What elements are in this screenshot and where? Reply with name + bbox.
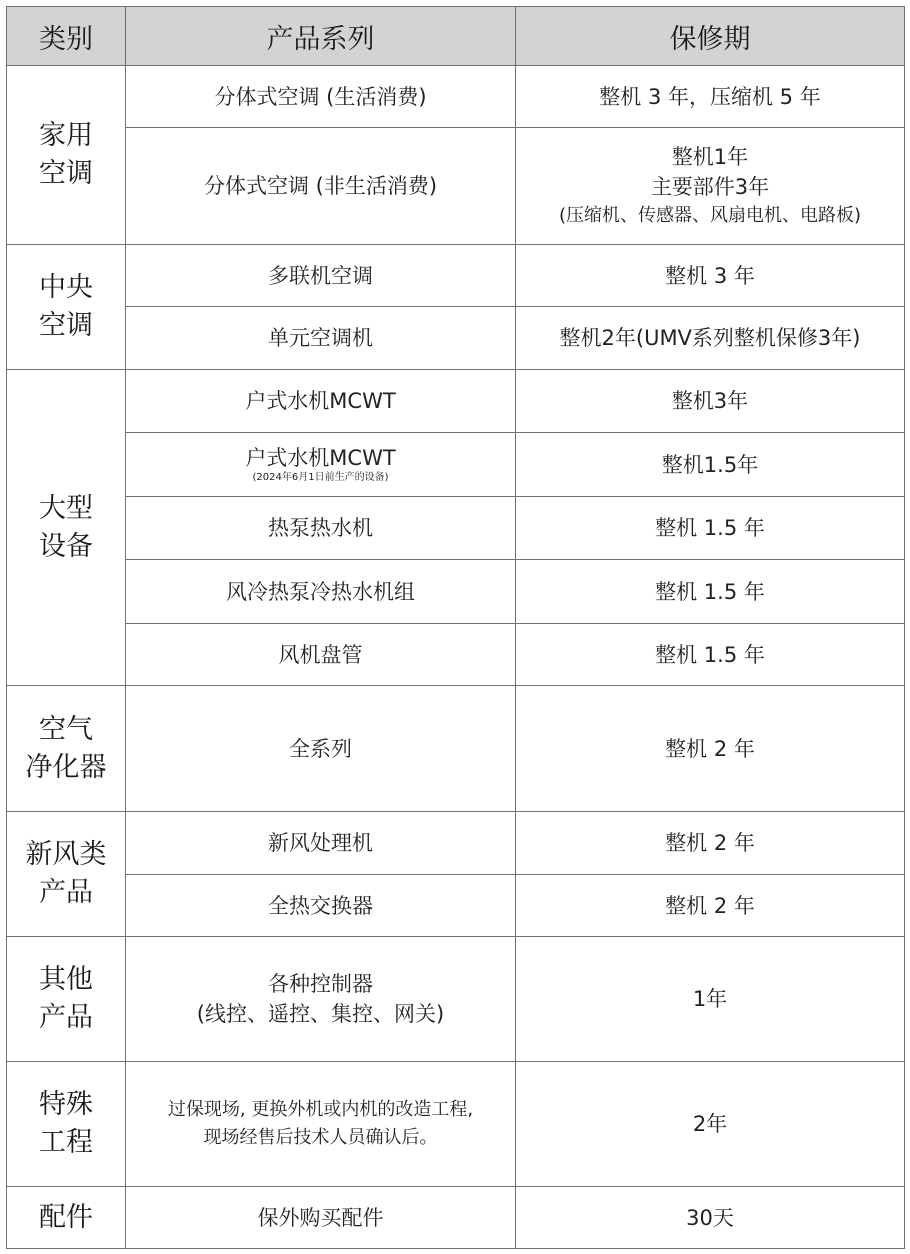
category-cell (7, 245, 126, 370)
product-cell: 分体式空调 (生活消费) (126, 66, 516, 128)
category-cell (7, 66, 126, 245)
category-cell (7, 686, 126, 812)
product-cell: 全系列 (126, 686, 516, 812)
category-cell (7, 370, 126, 686)
product-cell (126, 433, 516, 497)
product-cell (126, 937, 516, 1062)
product-cell: 户式水机MCWT (126, 370, 516, 433)
warranty-cell: 整机1.5年 (516, 433, 905, 497)
category-label: 大型 (39, 492, 93, 524)
warranty-cell: 整机 2 年 (516, 686, 905, 812)
table-row (7, 307, 905, 370)
warranty-cell: 整机 2 年 (516, 875, 905, 937)
category-label: 产品 (39, 877, 93, 908)
product-label: 各种控制器 (268, 972, 373, 996)
table-row (7, 624, 905, 686)
warranty-cell: 整机3年 (516, 370, 905, 433)
category-label: 配件 (39, 1201, 93, 1233)
warranty-line: 整机1年 (671, 145, 749, 169)
warranty-cell: 整机 1.5 年 (516, 624, 905, 686)
product-cell (126, 1062, 516, 1187)
table-row (7, 812, 905, 875)
table-row (7, 875, 905, 937)
category-label: 产品 (39, 1002, 93, 1033)
warranty-cell: 整机 3 年 (516, 245, 905, 307)
warranty-cell: 整机 1.5 年 (516, 497, 905, 560)
table-row (7, 245, 905, 307)
product-cell: 新风处理机 (126, 812, 516, 875)
product-cell: 风机盘管 (126, 624, 516, 686)
table-row (7, 560, 905, 624)
product-label: 现场经售后技术人员确认后。 (203, 1127, 438, 1148)
warranty-cell: 整机 2 年 (516, 812, 905, 875)
category-label: 其他 (39, 964, 93, 995)
product-label: 户式水机MCWT (245, 446, 396, 470)
product-note: (2024年6月1日前生产的设备) (252, 472, 389, 483)
table-row (7, 370, 905, 433)
warranty-cell: 1年 (516, 937, 905, 1062)
header-product: 产品系列 (126, 7, 516, 66)
warranty-note: (压缩机、传感器、风扇电机、电路板) (558, 205, 862, 226)
category-label: 家用 (39, 120, 93, 151)
table-row (7, 1187, 905, 1249)
category-label: 空调 (39, 310, 93, 341)
warranty-table (6, 6, 905, 1249)
table-row (7, 937, 905, 1062)
table-row (7, 128, 905, 245)
product-cell: 热泵热水机 (126, 497, 516, 560)
table-row (7, 66, 905, 128)
product-cell: 风冷热泵冷热水机组 (126, 560, 516, 624)
warranty-cell: 30天 (516, 1187, 905, 1249)
warranty-cell: 整机 3 年，压缩机 5 年 (516, 66, 905, 128)
warranty-cell: 整机2年(UMV系列整机保修3年) (516, 307, 905, 370)
table-row (7, 686, 905, 812)
warranty-cell: 2年 (516, 1062, 905, 1187)
product-label: 过保现场, 更换外机或内机的改造工程, (167, 1099, 474, 1120)
category-label: 中央 (39, 272, 93, 303)
product-cell: 分体式空调 (非生活消费) (126, 128, 516, 245)
table-row (7, 497, 905, 560)
category-label: 设备 (39, 530, 93, 562)
category-cell (7, 937, 126, 1062)
category-cell (7, 1187, 126, 1249)
category-label: 空气 (39, 713, 93, 745)
category-label: 新风类 (25, 839, 107, 870)
product-cell: 全热交换器 (126, 875, 516, 937)
table-row (7, 433, 905, 497)
header-row (7, 7, 905, 66)
warranty-cell (516, 128, 905, 245)
warranty-cell: 整机 1.5 年 (516, 560, 905, 624)
category-label: 工程 (39, 1127, 93, 1158)
product-cell: 保外购买配件 (126, 1187, 516, 1249)
category-cell (7, 1062, 126, 1187)
product-cell: 单元空调机 (126, 307, 516, 370)
header-category: 类别 (7, 7, 126, 66)
category-label: 净化器 (25, 751, 107, 783)
warranty-line: 主要部件3年 (650, 175, 770, 199)
product-label: (线控、遥控、集控、网关) (196, 1002, 445, 1026)
category-label: 空调 (39, 158, 93, 189)
header-warranty: 保修期 (516, 7, 905, 66)
category-label: 特殊 (39, 1089, 93, 1120)
product-cell: 多联机空调 (126, 245, 516, 307)
table-row (7, 1062, 905, 1187)
category-cell (7, 812, 126, 937)
